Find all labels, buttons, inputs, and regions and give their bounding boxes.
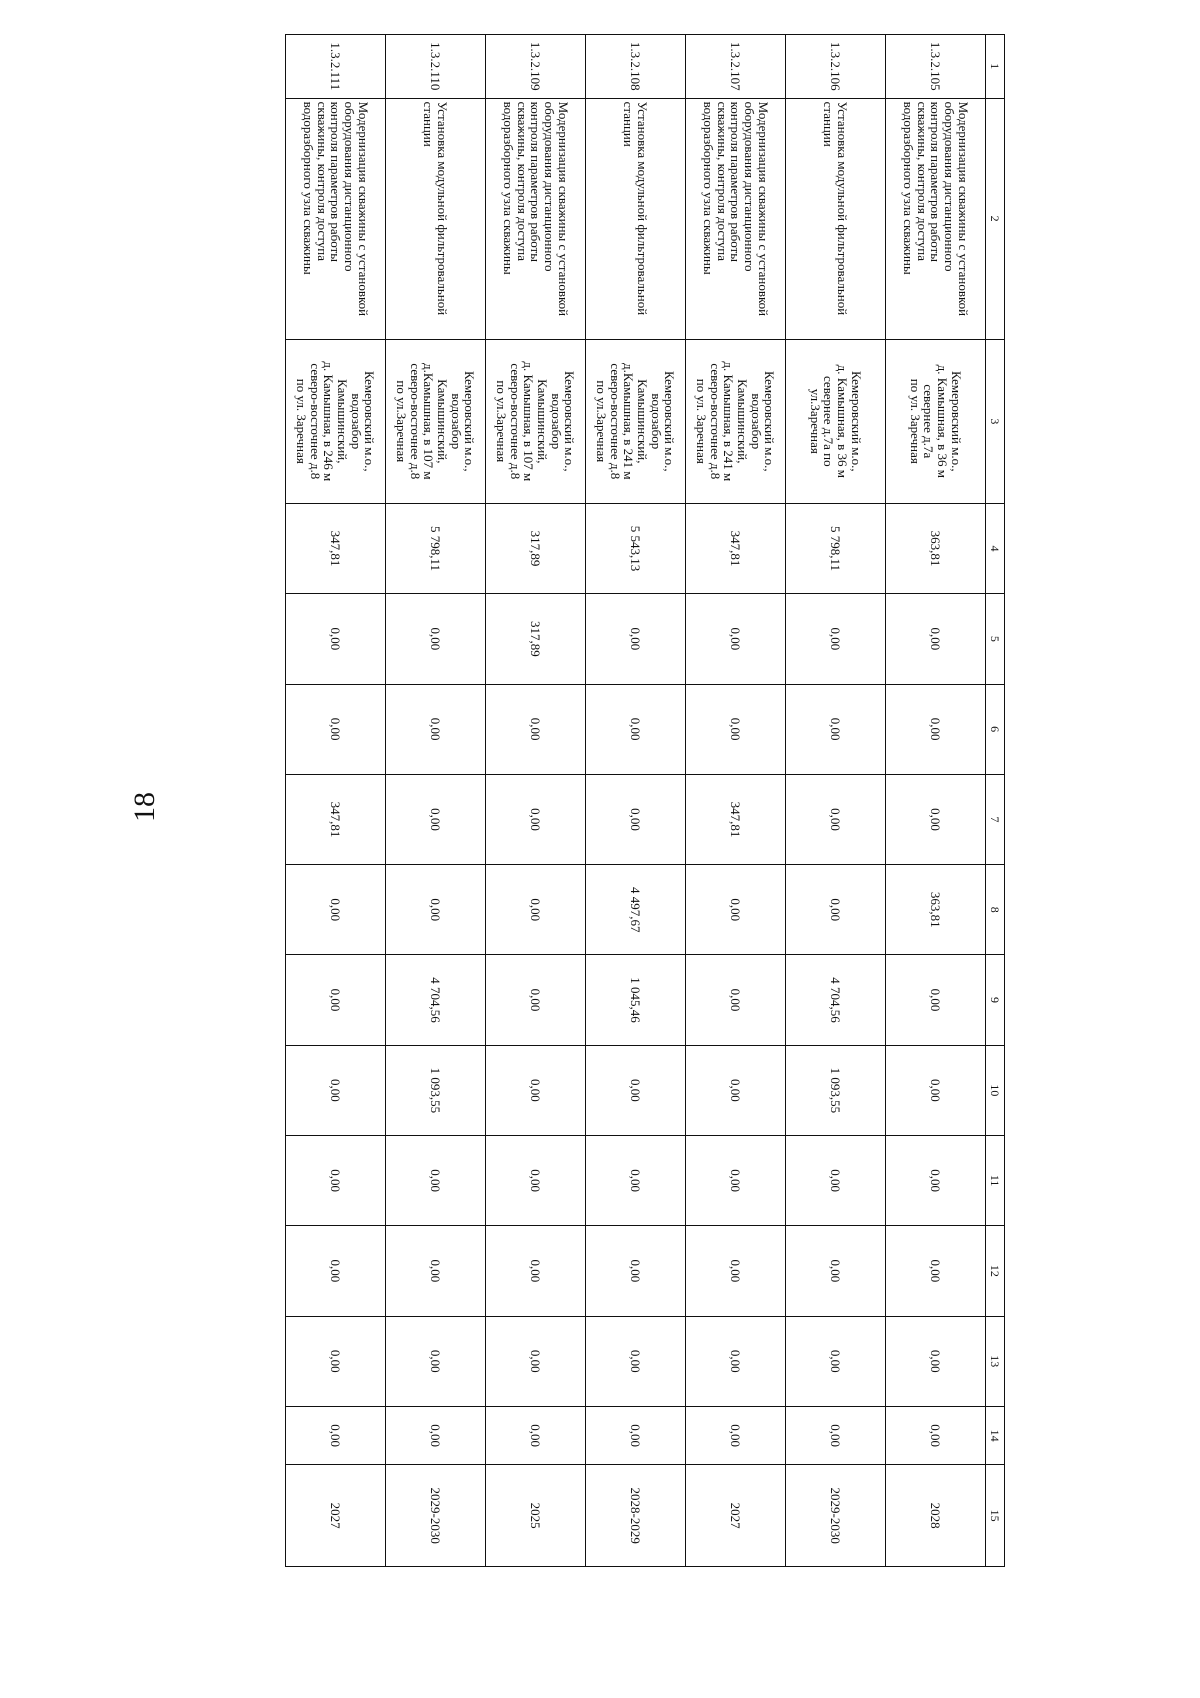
amount-cell <box>786 1045 886 1135</box>
cell-text: Модернизация скважины с установкой оборудования дистанционного контроля параметров работы скважины, контроля доступа водоразборного узла скважины <box>701 101 771 317</box>
amount-cell <box>786 684 886 774</box>
cell-text: 0,00 <box>928 1424 944 1447</box>
table-row <box>286 35 386 1567</box>
cell-text: 1.3.2.107 <box>728 41 744 91</box>
cell-text: 2027 <box>728 1502 744 1529</box>
cell-text: 0,00 <box>528 988 544 1012</box>
column-number-1: 1 <box>986 35 1005 99</box>
cell-text: 363,81 <box>928 530 944 567</box>
cell-text: 0,00 <box>828 1259 844 1283</box>
cell-text: Кемеровский м.о., д. Камышная, в 36 м севернее д.7а по ул. Заречная <box>907 364 964 479</box>
cell-text: Установка модульной фильтровальной станции <box>421 101 451 316</box>
amount-cell <box>686 955 786 1045</box>
amount-cell <box>586 1045 686 1135</box>
cell-text: 2025 <box>528 1502 544 1529</box>
item-code-cell <box>586 35 686 99</box>
table-row <box>686 35 786 1567</box>
item-code-cell <box>386 35 486 99</box>
cell-text: 0,00 <box>328 1078 344 1102</box>
table-row <box>786 35 886 1567</box>
amount-cell <box>486 774 586 864</box>
cell-text: 1 093,55 <box>428 1067 444 1114</box>
cell-text: 0,00 <box>528 717 544 741</box>
cell-text: 2027 <box>328 1502 344 1529</box>
amount-cell <box>486 1316 586 1406</box>
description-cell <box>786 98 886 339</box>
table-row <box>886 35 986 1567</box>
cell-text: 0,00 <box>728 1169 744 1192</box>
amount-cell <box>786 1316 886 1406</box>
amount-cell <box>886 955 986 1045</box>
amount-cell <box>786 1226 886 1316</box>
cell-text: 0,00 <box>428 1259 444 1283</box>
column-number-12: 12 <box>986 1226 1005 1316</box>
amount-cell <box>686 503 786 593</box>
cell-text: 0,00 <box>528 1349 544 1373</box>
cell-text: 347,81 <box>328 530 344 567</box>
cell-text: 0,00 <box>528 1078 544 1102</box>
cell-text: 0,00 <box>628 1424 644 1447</box>
amount-cell <box>686 594 786 684</box>
cell-text: 0,00 <box>428 808 444 831</box>
amount-cell <box>486 1045 586 1135</box>
amount-cell <box>886 684 986 774</box>
cell-text: 0,00 <box>428 898 444 922</box>
item-code-cell <box>286 35 386 99</box>
cell-text: 0,00 <box>428 627 444 651</box>
table-header-row <box>986 35 1005 1567</box>
column-number-10: 10 <box>986 1045 1005 1135</box>
period-cell <box>686 1465 786 1567</box>
cell-text: 0,00 <box>528 1169 544 1192</box>
cell-text: Модернизация скважины с установкой оборудования дистанционного контроля параметров работы скважины, контроля доступа водоразборного узла скважины <box>501 101 571 317</box>
cell-text: 0,00 <box>628 1169 644 1192</box>
cell-text: 0,00 <box>928 1259 944 1283</box>
cell-text: 317,89 <box>528 620 544 657</box>
amount-cell <box>486 503 586 593</box>
column-number-8: 8 <box>986 865 1005 955</box>
amount-cell <box>286 1226 386 1316</box>
cell-text: 0,00 <box>828 1424 844 1447</box>
cell-text: 1.3.2.108 <box>628 41 644 91</box>
cell-text: 4 497,67 <box>628 886 644 933</box>
description-cell <box>286 98 386 339</box>
table-row <box>586 35 686 1567</box>
cell-text: Модернизация скважины с установкой оборудования дистанционного контроля параметров работы скважины, контроля доступа водоразборного узла скважины <box>901 101 971 317</box>
cell-text: 317,89 <box>528 530 544 567</box>
location-cell <box>586 339 686 503</box>
cell-text: 0,00 <box>728 988 744 1012</box>
cell-text: 5 798,11 <box>428 526 444 572</box>
investment-table <box>285 34 1005 1567</box>
amount-cell <box>286 1135 386 1225</box>
amount-cell <box>586 684 686 774</box>
amount-cell <box>486 865 586 955</box>
amount-cell <box>486 1135 586 1225</box>
cell-text: 0,00 <box>728 1424 744 1447</box>
amount-cell <box>886 1316 986 1406</box>
cell-text: 0,00 <box>928 1078 944 1102</box>
description-cell <box>386 98 486 339</box>
location-cell <box>886 339 986 503</box>
cell-text: 0,00 <box>928 988 944 1012</box>
period-cell <box>586 1465 686 1567</box>
amount-cell <box>586 1316 686 1406</box>
amount-cell <box>786 955 886 1045</box>
period-cell <box>486 1465 586 1567</box>
cell-text: 1 093,55 <box>828 1067 844 1114</box>
amount-cell <box>886 1045 986 1135</box>
cell-text: 0,00 <box>528 1424 544 1447</box>
location-cell <box>386 339 486 503</box>
amount-cell <box>286 684 386 774</box>
description-cell <box>886 98 986 339</box>
cell-text: 0,00 <box>628 627 644 651</box>
amount-cell <box>686 1406 786 1464</box>
cell-text: 1.3.2.111 <box>328 42 344 91</box>
amount-cell <box>586 774 686 864</box>
column-number-9: 9 <box>986 955 1005 1045</box>
amount-cell <box>686 774 786 864</box>
amount-cell <box>286 503 386 593</box>
cell-text: 347,81 <box>728 530 744 567</box>
amount-cell <box>586 1135 686 1225</box>
cell-text: 0,00 <box>628 1259 644 1283</box>
table-row <box>486 35 586 1567</box>
period-cell <box>386 1465 486 1567</box>
amount-cell <box>486 955 586 1045</box>
amount-cell <box>386 955 486 1045</box>
cell-text: 2029-2030 <box>828 1487 844 1544</box>
cell-text: 0,00 <box>728 717 744 741</box>
cell-text: 1.3.2.109 <box>528 41 544 91</box>
amount-cell <box>386 774 486 864</box>
amount-cell <box>286 774 386 864</box>
cell-text: 0,00 <box>828 808 844 831</box>
cell-text: 0,00 <box>328 627 344 651</box>
amount-cell <box>286 865 386 955</box>
cell-text: 0,00 <box>328 1349 344 1373</box>
cell-text: Кемеровский м.о., водозабор Камышинский, д. Камышная, в 241 м северо-восточнее д.8 по ул. Заречная <box>694 361 778 482</box>
amount-cell <box>686 684 786 774</box>
cell-text: 0,00 <box>828 627 844 651</box>
cell-text: 0,00 <box>728 898 744 922</box>
amount-cell <box>786 1406 886 1464</box>
amount-cell <box>386 684 486 774</box>
amount-cell <box>486 684 586 774</box>
amount-cell <box>286 1406 386 1464</box>
amount-cell <box>586 1406 686 1464</box>
cell-text: Установка модульной фильтровальной станции <box>621 101 651 316</box>
cell-text: 0,00 <box>628 808 644 831</box>
amount-cell <box>586 1226 686 1316</box>
amount-cell <box>886 1135 986 1225</box>
item-code-cell <box>486 35 586 99</box>
cell-text: 2029-2030 <box>428 1487 444 1544</box>
amount-cell <box>286 1316 386 1406</box>
location-cell <box>686 339 786 503</box>
cell-text: Кемеровский м.о., водозабор Камышинский, д.Камышная, в 241 м северо-восточнее д.8 по ул.Заречная <box>594 362 678 480</box>
cell-text: 1 045,46 <box>628 977 644 1023</box>
cell-text: 0,00 <box>828 1169 844 1192</box>
item-code-cell <box>886 35 986 99</box>
description-cell <box>686 98 786 339</box>
period-cell <box>786 1465 886 1567</box>
cell-text: 5 798,11 <box>828 526 844 572</box>
location-cell <box>286 339 386 503</box>
cell-text: 1.3.2.106 <box>828 41 844 91</box>
column-number-13: 13 <box>986 1316 1005 1406</box>
amount-cell <box>886 865 986 955</box>
amount-cell <box>786 774 886 864</box>
amount-cell <box>386 1045 486 1135</box>
page-number: 18 <box>128 792 161 822</box>
amount-cell <box>886 594 986 684</box>
period-cell <box>286 1465 386 1567</box>
cell-text: 0,00 <box>628 1078 644 1102</box>
cell-text: 0,00 <box>428 1169 444 1192</box>
amount-cell <box>886 1226 986 1316</box>
cell-text: Кемеровский м.о., д. Камышная, в 36 м севернее д.7а по ул.Заречная <box>807 364 864 479</box>
cell-text: Кемеровский м.о., водозабор Камышинский, д. Камышная, в 107 м северо-восточнее д.8 по ул.Заречная <box>494 361 578 482</box>
cell-text: 0,00 <box>528 808 544 831</box>
cell-text: 2028 <box>928 1502 944 1529</box>
amount-cell <box>386 1226 486 1316</box>
cell-text: 0,00 <box>328 1169 344 1192</box>
cell-text: 0,00 <box>628 1349 644 1373</box>
column-number-11: 11 <box>986 1135 1005 1225</box>
cell-text: 0,00 <box>428 1424 444 1447</box>
amount-cell <box>486 1226 586 1316</box>
amount-cell <box>286 955 386 1045</box>
cell-text: 0,00 <box>928 627 944 651</box>
cell-text: 363,81 <box>928 891 944 928</box>
amount-cell <box>386 594 486 684</box>
cell-text: 0,00 <box>628 717 644 741</box>
amount-cell <box>786 594 886 684</box>
amount-cell <box>686 1316 786 1406</box>
amount-cell <box>386 503 486 593</box>
cell-text: 0,00 <box>828 717 844 741</box>
amount-cell <box>586 503 686 593</box>
amount-cell <box>586 955 686 1045</box>
cell-text: 0,00 <box>328 898 344 922</box>
table-row <box>386 35 486 1567</box>
cell-text: 0,00 <box>328 1424 344 1447</box>
cell-text: 0,00 <box>928 1349 944 1373</box>
amount-cell <box>786 865 886 955</box>
column-number-6: 6 <box>986 684 1005 774</box>
cell-text: 347,81 <box>728 801 744 838</box>
amount-cell <box>886 1406 986 1464</box>
cell-text: 0,00 <box>728 1259 744 1283</box>
cell-text: 0,00 <box>728 627 744 651</box>
cell-text: 0,00 <box>828 898 844 922</box>
description-cell <box>586 98 686 339</box>
cell-text: 4 704,56 <box>828 977 844 1023</box>
amount-cell <box>686 865 786 955</box>
cell-text: 0,00 <box>428 717 444 741</box>
amount-cell <box>386 1135 486 1225</box>
cell-text: 0,00 <box>928 1169 944 1192</box>
cell-text: 0,00 <box>528 1259 544 1283</box>
location-cell <box>786 339 886 503</box>
description-cell <box>486 98 586 339</box>
amount-cell <box>886 503 986 593</box>
cell-text: 0,00 <box>928 717 944 741</box>
amount-cell <box>586 594 686 684</box>
amount-cell <box>486 1406 586 1464</box>
location-cell <box>486 339 586 503</box>
amount-cell <box>286 1045 386 1135</box>
column-number-14: 14 <box>986 1406 1005 1464</box>
cell-text: 0,00 <box>328 988 344 1012</box>
column-number-15: 15 <box>986 1465 1005 1567</box>
cell-text: 0,00 <box>828 1349 844 1373</box>
column-number-7: 7 <box>986 774 1005 864</box>
cell-text: 0,00 <box>728 1349 744 1373</box>
cell-text: Кемеровский м.о., водозабор Камышинский, д.Камышная, в 107 м северо-восточнее д.8 по ул.Заречная <box>394 362 478 480</box>
cell-text: 0,00 <box>428 1349 444 1373</box>
amount-cell <box>686 1135 786 1225</box>
period-cell <box>886 1465 986 1567</box>
cell-text: Кемеровский м.о., водозабор Камышинский, д. Камышная, в 246 м северо-восточнее д.8 по ул. Заречная <box>294 361 378 482</box>
amount-cell <box>386 1406 486 1464</box>
cell-text: 1.3.2.105 <box>928 41 944 91</box>
column-number-3: 3 <box>986 339 1005 503</box>
cell-text: 2028-2029 <box>628 1487 644 1544</box>
amount-cell <box>786 1135 886 1225</box>
cell-text: 0,00 <box>328 717 344 741</box>
amount-cell <box>586 865 686 955</box>
cell-text: 4 704,56 <box>428 977 444 1023</box>
amount-cell <box>486 594 586 684</box>
item-code-cell <box>786 35 886 99</box>
item-code-cell <box>686 35 786 99</box>
amount-cell <box>386 1316 486 1406</box>
amount-cell <box>386 865 486 955</box>
amount-cell <box>686 1226 786 1316</box>
cell-text: Установка модульной фильтровальной станции <box>821 101 851 316</box>
column-number-4: 4 <box>986 503 1005 593</box>
amount-cell <box>686 1045 786 1135</box>
amount-cell <box>286 594 386 684</box>
column-number-5: 5 <box>986 594 1005 684</box>
cell-text: 0,00 <box>928 808 944 831</box>
cell-text: 0,00 <box>528 898 544 922</box>
amount-cell <box>886 774 986 864</box>
amount-cell <box>786 503 886 593</box>
cell-text: Модернизация скважины с установкой оборудования дистанционного контроля параметров работы скважины, контроля доступа водоразборного узла скважины <box>301 101 371 317</box>
cell-text: 0,00 <box>328 1259 344 1283</box>
cell-text: 5 543,13 <box>628 525 644 572</box>
column-number-2: 2 <box>986 98 1005 339</box>
cell-text: 1.3.2.110 <box>428 42 444 91</box>
cell-text: 0,00 <box>728 1078 744 1102</box>
cell-text: 347,81 <box>328 801 344 838</box>
